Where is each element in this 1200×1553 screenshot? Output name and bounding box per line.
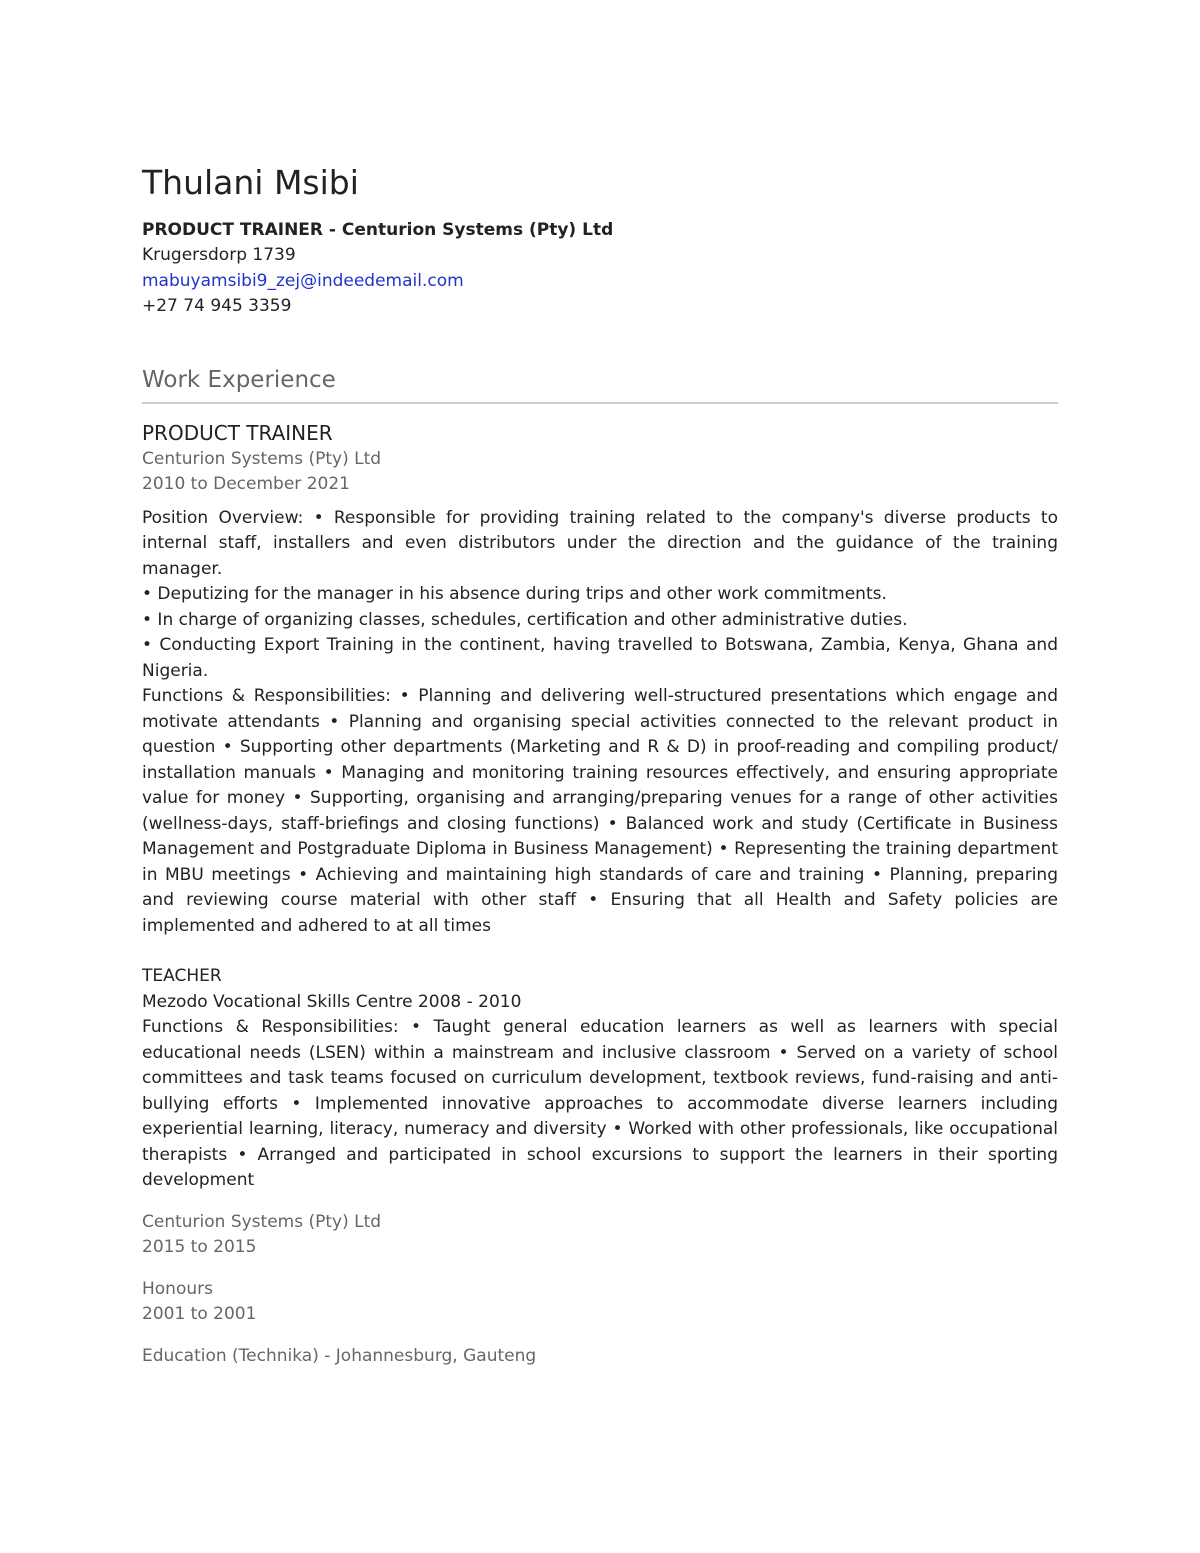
job-entry-centurion [142,1210,1058,1261]
job-entry-product-trainer [142,419,1058,1194]
job-description-paragraph: • In charge of organizing classes, schedules, certification and other administrative duties. [142,609,908,630]
job-dates: 2010 to December 2021 [142,474,350,494]
job-company: Centurion Systems (Pty) Ltd [142,448,382,469]
job-entry-education [142,1344,1058,1370]
candidate-email-link[interactable]: mabuyamsibi9_zej@indeedemail.com [142,270,464,291]
teacher-title: TEACHER [142,966,222,986]
work-experience-heading: Work Experience [142,364,1058,404]
candidate-headline: PRODUCT TRAINER - Centurion Systems (Pty) Ltd [142,220,614,240]
job-entry-honours [142,1277,1058,1328]
job-dates: 2001 to 2001 [142,1304,257,1324]
job-description-paragraph: • Deputizing for the manager in his absence during trips and other work commitments. [142,584,887,604]
teacher-organization: Mezodo Vocational Skills Centre 2008 - 2010 [142,991,522,1012]
job-description-paragraph: Functions & Responsibilities: • Planning and delivering well-structured presentations which engage and motivate attendants • Planning and organising special activities connected to the relevant product in question • Supporting other departments (Marketing and R & D) in proof-reading and compiling product/ installation manuals • Managing and monitoring training resources effectively, and ensuring appropriate value for money • Supporting, organising and arranging/preparing venues for a range of other activities (wellness-days, staff-briefings and closing functions) • Balanced work and study (Certificate in Business Management and Postgraduate Diploma in Business Management) • Representing the training department in MBU meetings • Achieving and maintaining high standards of care and training • Planning, preparing and reviewing course material with other staff • Ensuring that all Health and Safety policies are implemented and adhered to at all times [142,686,1058,936]
candidate-location: Krugersdorp 1739 [142,245,296,265]
candidate-name: Thulani Msibi [142,163,359,202]
job-dates: 2015 to 2015 [142,1237,257,1257]
teacher-description: Functions & Responsibilities: • Taught general education learners as well as learners with special educational needs (LSEN) within a mainstream and inclusive classroom • Served on a variety of school committees and task teams focused on curriculum development, textbook reviews, fund-raising and anti-bullying efforts • Implemented innovative approaches to accommodate diverse learners including experiential learning, literacy, numeracy and diversity • Worked with other professionals, like occupational therapists • Arranged and participated in school excursions to support the learners in their sporting development [142,1017,1058,1190]
job-company: Honours [142,1278,213,1299]
candidate-phone: +27 74 945 3359 [142,296,292,316]
job-description-paragraph: • Conducting Export Training in the continent, having travelled to Botswana, Zambia, Kenya, Ghana and Nigeria. [142,635,1058,681]
job-description-paragraph: Position Overview: • Responsible for providing training related to the company's diverse products to internal staff, installers and even distributors under the direction and the guidance of the training manager. [142,507,1058,579]
job-title: PRODUCT TRAINER [142,420,333,445]
job-company: Centurion Systems (Pty) Ltd [142,1211,382,1232]
job-company: Education (Technika) - Johannesburg, Gauteng [142,1345,537,1366]
job-description [142,506,1058,1194]
paragraph-spacer [142,939,1058,964]
